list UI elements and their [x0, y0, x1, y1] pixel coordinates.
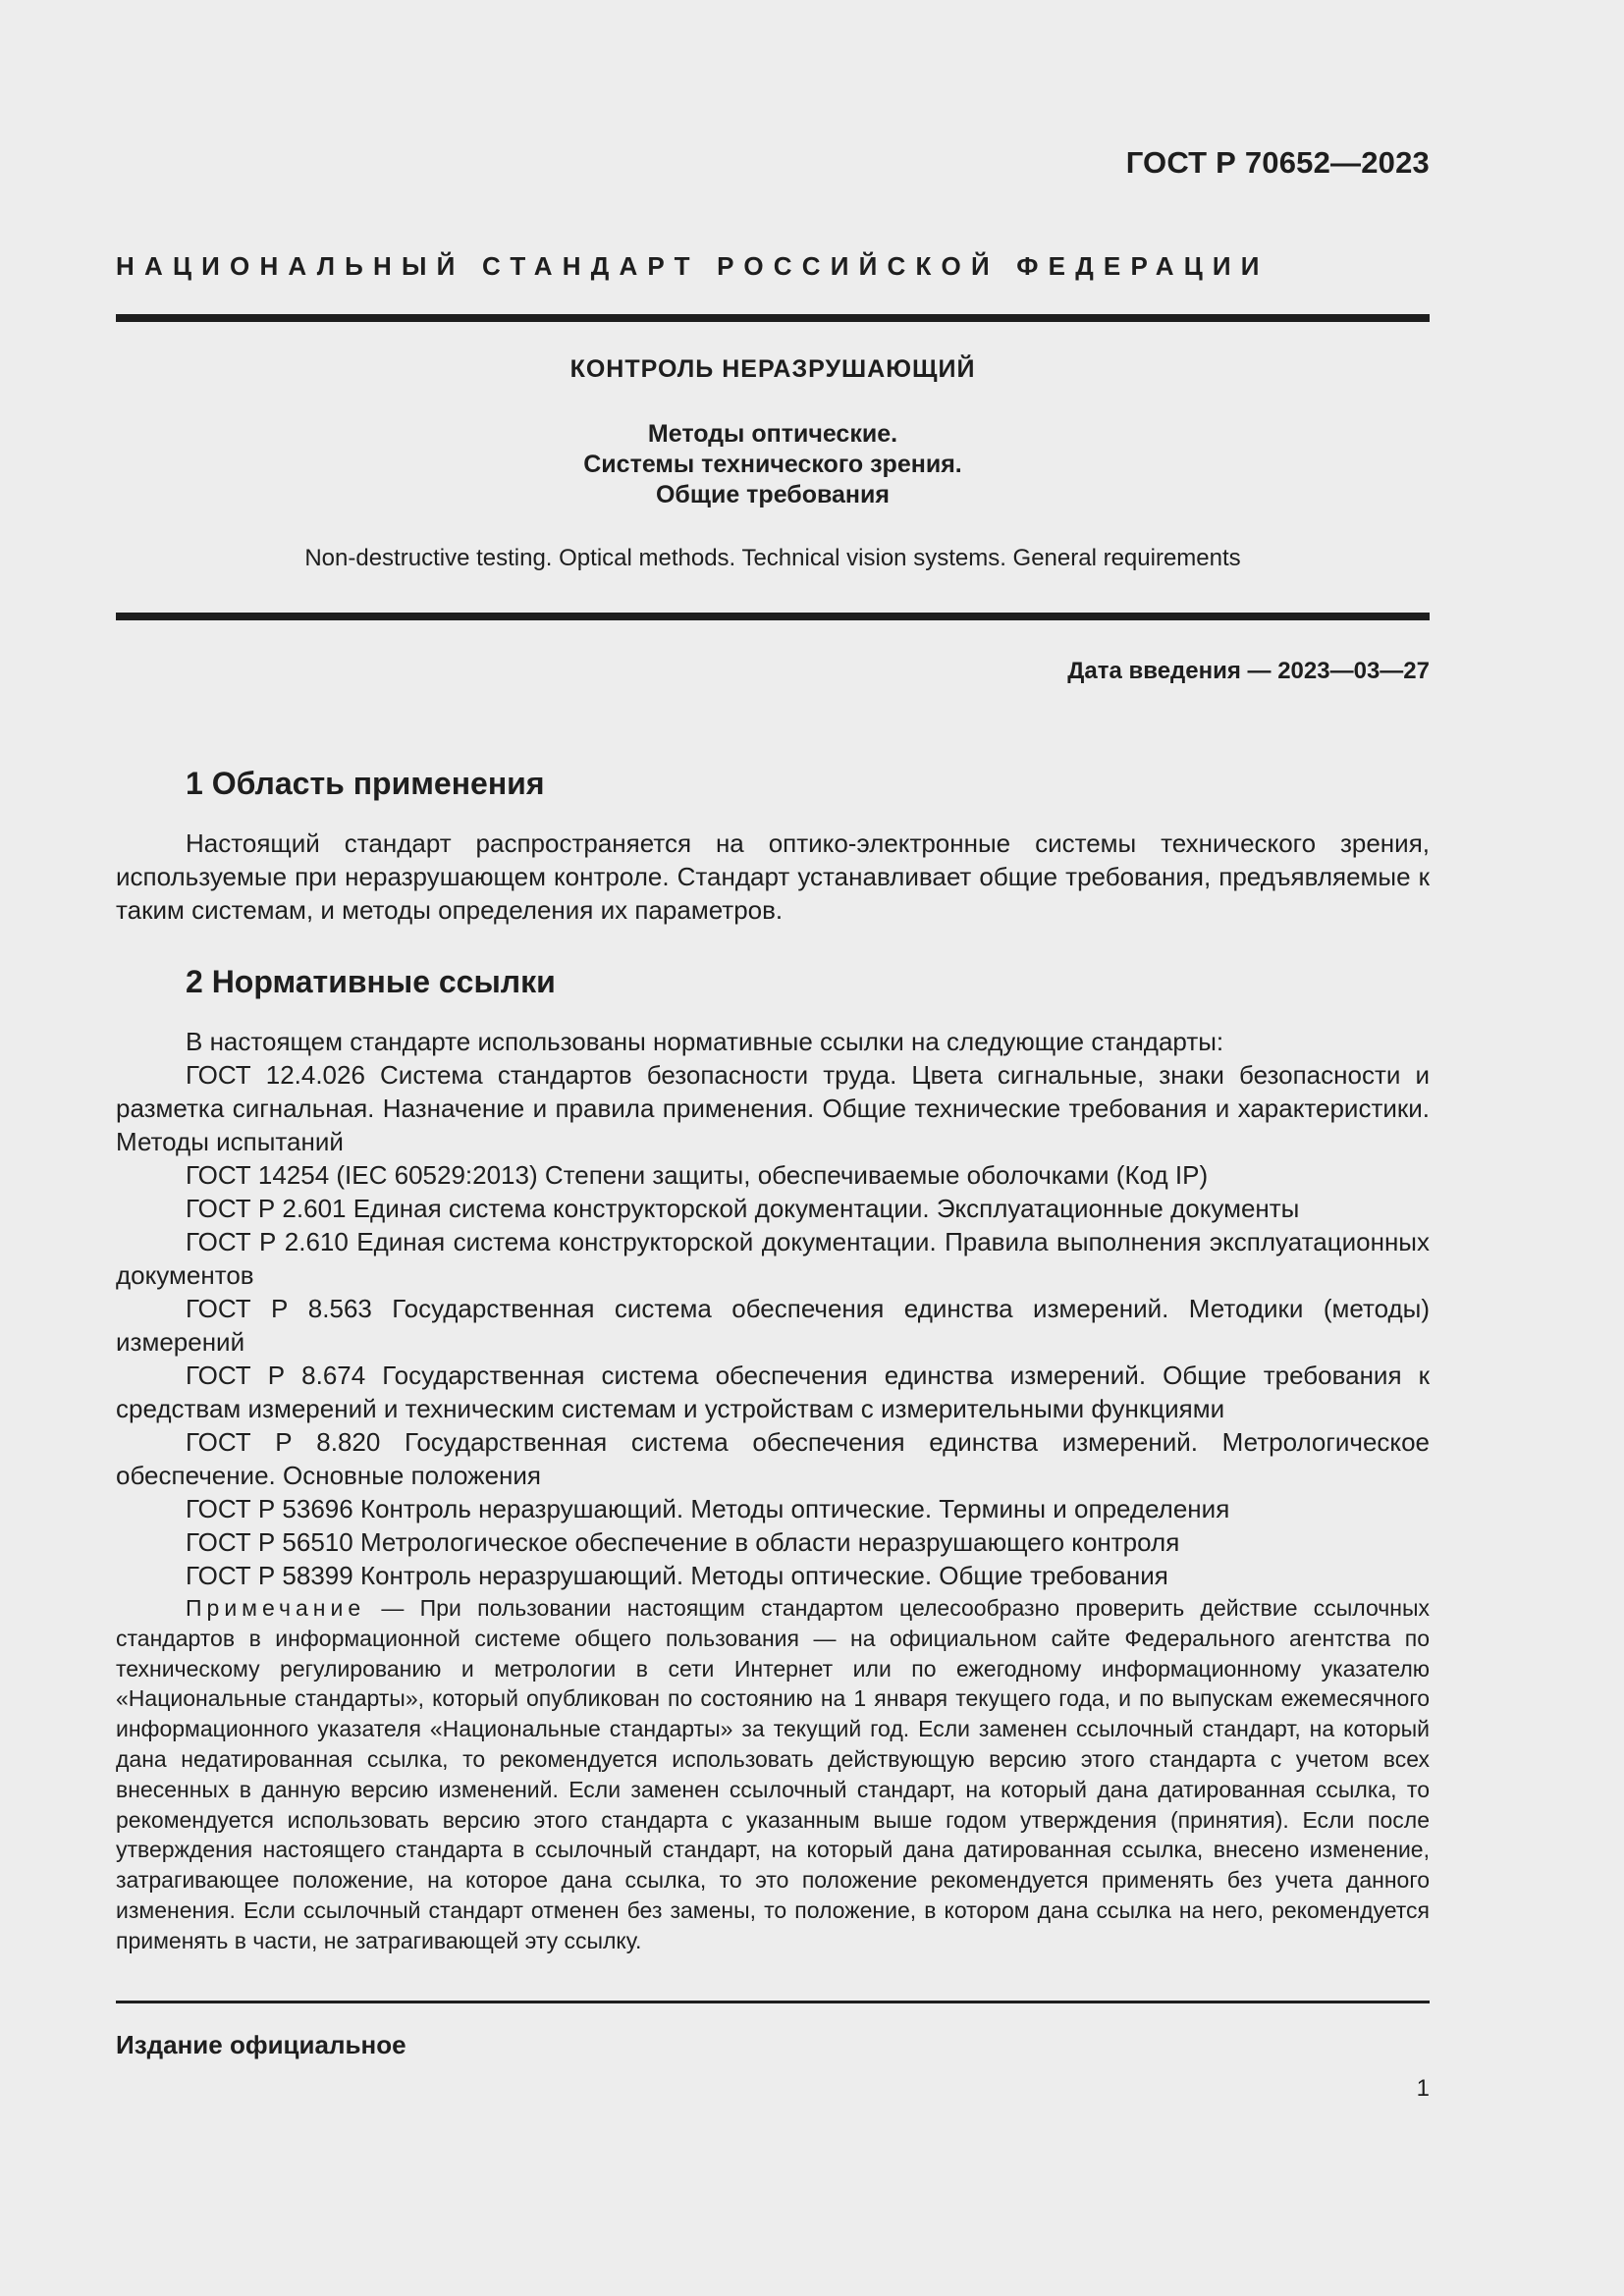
- official-edition-label: Издание официальное: [116, 2030, 406, 2059]
- document-subtitle: [116, 419, 1430, 510]
- references-intro: В настоящем стандарте использованы нормативные ссылки на следующие стандарты:: [186, 1027, 1224, 1056]
- section-heading-normative-references: 2 Нормативные ссылки: [186, 964, 556, 999]
- english-title: Non-destructive testing. Optical methods. Technical vision systems. General requirements: [304, 545, 1241, 571]
- national-standard-banner: НАЦИОНАЛЬНЫЙ СТАНДАРТ РОССИЙСКОЙ ФЕДЕРАЦИИ: [116, 251, 1270, 281]
- reference-item: ГОСТ Р 8.563 Государственная система обеспечения единства измерений. Методики (методы) измерений: [116, 1294, 1430, 1357]
- page-number: 1: [1416, 2075, 1430, 2102]
- introduction-date: Дата введения — 2023—03—27: [1067, 658, 1430, 684]
- subtitle-line: Общие требования: [655, 481, 890, 508]
- header-rule: [116, 314, 1430, 322]
- scope-paragraph: Настоящий стандарт распространяется на оптико-электронные системы технического зрения, используемые при неразрушающем контроле. Стандарт устанавливает общие требования, предъявляемые к таким системам, и методы определения их параметров.: [116, 828, 1430, 925]
- standard-code: ГОСТ Р 70652—2023: [1125, 145, 1430, 180]
- reference-item: ГОСТ Р 2.601 Единая система конструкторской документации. Эксплуатационные документы: [186, 1194, 1300, 1223]
- reference-item: ГОСТ Р 2.610 Единая система конструкторской документации. Правила выполнения эксплуатационных документов: [116, 1227, 1430, 1290]
- reference-item: ГОСТ 12.4.026 Система стандартов безопасности труда. Цвета сигнальные, знаки безопасности и разметка сигнальная. Назначение и правила применения. Общие технические требования и характеристики. Методы испытаний: [116, 1060, 1430, 1156]
- title-rule: [116, 613, 1430, 620]
- note-text: — При пользовании настоящим стандартом целесообразно проверить действие ссылочных стандартов в информационной системе общего пользования — на официальном сайте Федерального агентства по техническому регулированию и метрологии в сети Интернет или по ежегодному информационному указателю «Национальные стандарты», который опубликован по состоянию на 1 января текущего года, и по выпускам ежемесячного информационного указателя «Национальные стандарты» за текущий год. Если заменен ссылочный стандарт, на который дана недатированная ссылка, то рекомендуется использовать действующую версию этого стандарта с учетом всех внесенных в данную версию изменений. Если заменен ссылочный стандарт, на который дана датированная ссылка, то рекомендуется использовать версию этого стандарта с указанным выше годом утверждения (принятия). Если после утверждения настоящего стандарта в ссылочный стандарт, на который дана датированная ссылка, внесено изменение, затрагивающее положение, на которое дана ссылка, то это положение рекомендуется применять без учета данного изменения. Если ссылочный стандарт отменен без замены, то положение, в котором дана ссылка на него, рекомендуется применять в части, не затрагивающей эту ссылку.: [116, 1595, 1430, 1953]
- subtitle-line: Методы оптические.: [647, 420, 898, 448]
- reference-item: ГОСТ Р 53696 Контроль неразрушающий. Методы оптические. Термины и определения: [186, 1494, 1230, 1523]
- subtitle-line: Системы технического зрения.: [583, 451, 962, 478]
- note-paragraph: [116, 1593, 1430, 1956]
- references-list: [116, 1025, 1430, 1592]
- reference-item: ГОСТ Р 58399 Контроль неразрушающий. Методы оптические. Общие требования: [186, 1561, 1168, 1590]
- document-title: КОНТРОЛЬ НЕРАЗРУШАЮЩИЙ: [569, 355, 976, 383]
- note-label: Примечание: [186, 1595, 366, 1621]
- section-heading-scope: 1 Область применения: [186, 766, 545, 801]
- reference-item: ГОСТ Р 8.674 Государственная система обеспечения единства измерений. Общие требования к средствам измерений и техническим системам и устройствам с измерительными функциями: [116, 1361, 1430, 1423]
- reference-item: ГОСТ Р 56510 Метрологическое обеспечение в области неразрушающего контроля: [186, 1527, 1180, 1557]
- footer-rule: [116, 2001, 1430, 2003]
- reference-item: ГОСТ 14254 (IEC 60529:2013) Степени защиты, обеспечиваемые оболочками (Код IP): [186, 1160, 1209, 1190]
- reference-item: ГОСТ Р 8.820 Государственная система обеспечения единства измерений. Метрологическое обеспечение. Основные положения: [116, 1427, 1430, 1490]
